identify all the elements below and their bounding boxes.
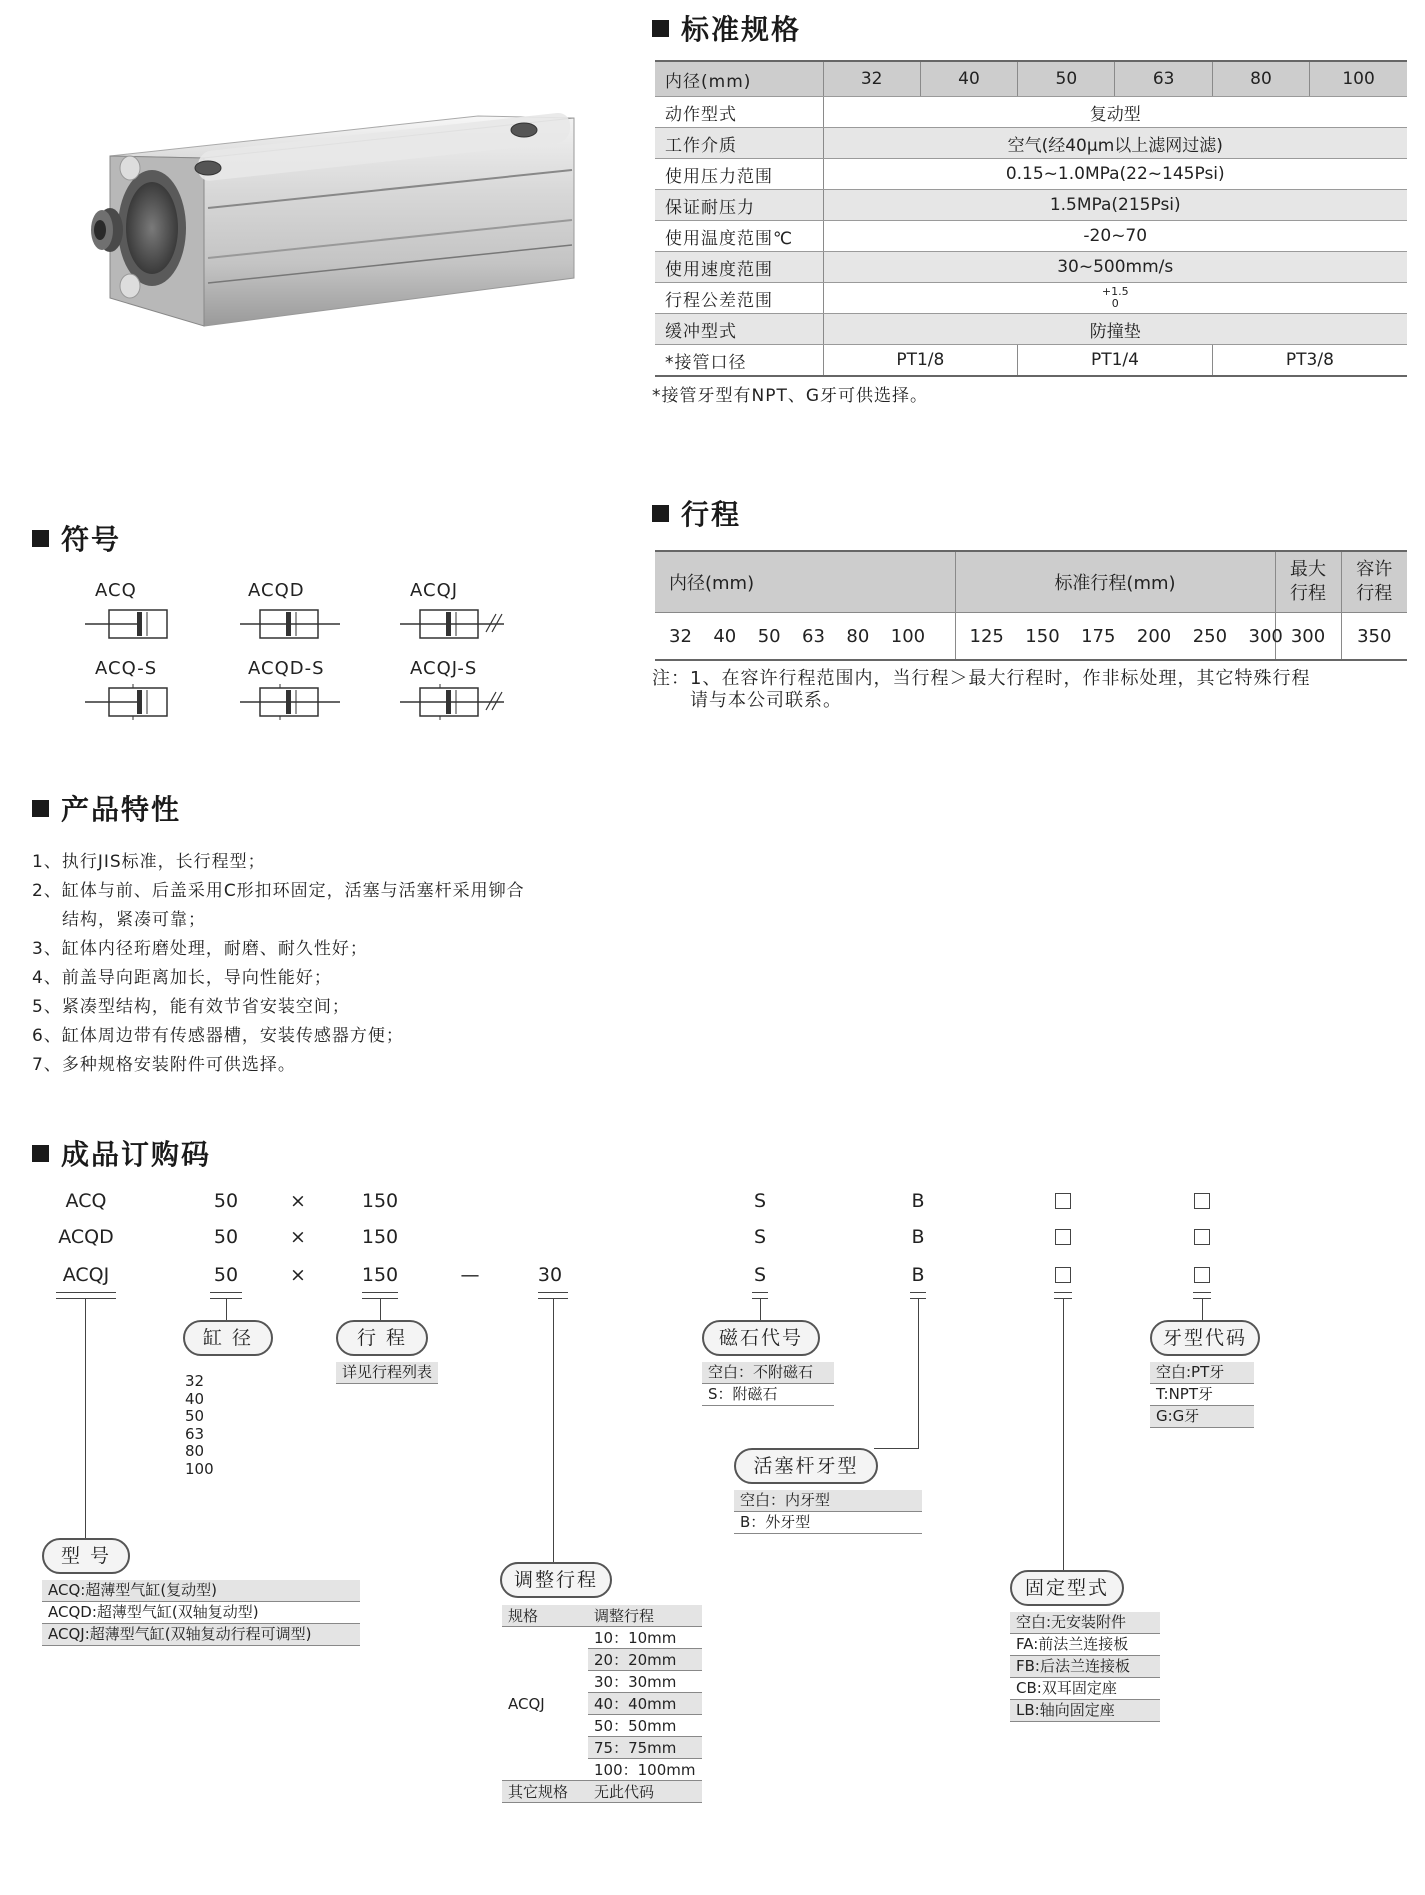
order-dash: —: [460, 1264, 480, 1286]
cylinder-symbol-icon: [85, 606, 175, 642]
section-title-stroke: [652, 493, 741, 533]
connector-rod-h: [874, 1448, 918, 1449]
bullet-square-icon: [652, 505, 669, 522]
spec-header-row: [655, 61, 1407, 97]
spec-port-value: PT1/8: [823, 345, 1018, 377]
magnet-label-pill: 磁石代号: [702, 1320, 820, 1356]
stroke-header-allow: [1341, 551, 1407, 613]
bore-value: 80: [185, 1442, 205, 1460]
double-rod-cylinder-magnet-symbol-icon: [240, 684, 340, 720]
spec-port-row: [655, 345, 1407, 377]
features-list: [32, 848, 525, 1080]
feature-item: 2、缸体与前、后盖采用C形扣环固定，活塞与活塞杆采用铆合: [32, 881, 525, 901]
adjustable-cylinder-symbol-icon: [400, 606, 508, 642]
adjust-other-value: 无此代码: [588, 1781, 702, 1803]
spec-bore: 63: [1115, 61, 1212, 97]
symbol-label: ACQD-S: [248, 658, 325, 679]
stroke-standard-values: 125 150 175 200 250 300: [955, 613, 1275, 661]
stroke-note-item: 详见行程列表: [336, 1362, 438, 1384]
symbol-label: ACQD: [248, 580, 305, 601]
connector-model: [85, 1299, 86, 1541]
order-rod: B: [911, 1264, 925, 1286]
thread-code-box: [1194, 1229, 1210, 1245]
adjust-other-row: [502, 1781, 702, 1803]
order-times: ×: [290, 1264, 306, 1286]
spec-bore: 80: [1212, 61, 1309, 97]
adjust-head-spec: 规格: [502, 1605, 588, 1627]
order-model: ACQJ: [62, 1264, 110, 1286]
bore-value: 40: [185, 1389, 205, 1408]
feature-item: 5、紧凑型结构，能有效节省安装空间；: [32, 997, 350, 1017]
spec-row-label: 使用速度范围: [655, 252, 823, 283]
spec-note: *接管牙型有NPT、G牙可供选择。: [652, 386, 929, 406]
mount-code-box: [1055, 1229, 1071, 1245]
spec-row-value: 30~500mm/s: [823, 252, 1407, 283]
connector-mount: [1063, 1299, 1064, 1571]
mount-option: FB:后法兰连接板: [1010, 1656, 1160, 1678]
stroke-header-standard: 标准行程(mm): [955, 551, 1275, 613]
adjust-model: ACQJ: [502, 1627, 588, 1781]
adjust-other-spec: 其它规格: [502, 1781, 588, 1803]
bore-values-list: [185, 1373, 214, 1478]
tolerance-value: [1102, 286, 1129, 310]
section-title-text: 符号: [61, 523, 122, 556]
mount-option: FA:前法兰连接板: [1010, 1634, 1160, 1656]
thread-code-box: [1194, 1267, 1210, 1283]
spec-header-label: 内径(mm): [655, 61, 823, 97]
stroke-bores: 32 40 50 63 80 100: [655, 613, 955, 661]
magnet-options-list: [702, 1362, 834, 1406]
order-bore: 50: [213, 1190, 239, 1212]
spec-row: [655, 128, 1407, 159]
underline-stroke: [362, 1292, 398, 1299]
order-rod: B: [911, 1190, 925, 1212]
connector-thread: [1202, 1299, 1203, 1321]
double-rod-cylinder-symbol-icon: [240, 606, 340, 642]
stroke-header-max: [1275, 551, 1341, 613]
feature-item: 1、执行JIS标准，长行程型；: [32, 852, 266, 872]
cylinder-magnet-symbol-icon: [85, 684, 175, 720]
stroke-header-bore: 内径(mm): [655, 551, 955, 613]
connector-adjust: [553, 1299, 554, 1563]
thread-option: G:G牙: [1150, 1406, 1254, 1428]
order-stroke: 150: [361, 1190, 399, 1212]
adjust-option: 50：50mm: [588, 1715, 702, 1737]
bullet-square-icon: [32, 530, 49, 547]
stroke-header-row: [655, 551, 1407, 613]
adjustable-cylinder-magnet-symbol-icon: [400, 684, 508, 720]
adjust-row: [502, 1627, 702, 1649]
spec-row-value: 0.15~1.0MPa(22~145Psi): [823, 159, 1407, 190]
spec-row-value: 复动型: [823, 97, 1407, 128]
order-magnet: S: [753, 1226, 767, 1248]
spec-row-value: [823, 283, 1407, 314]
model-options-list: [42, 1580, 360, 1646]
feature-item: 4、前盖导向距离加长，导向性能好；: [32, 968, 332, 988]
stroke-table: [655, 550, 1407, 661]
spec-port-value: PT3/8: [1212, 345, 1407, 377]
adjust-option: 10：10mm: [588, 1627, 702, 1649]
underline-magnet: [752, 1292, 768, 1299]
mount-code-box: [1055, 1193, 1071, 1209]
model-option: ACQD:超薄型气缸(双轴复动型): [42, 1602, 360, 1624]
stroke-note-line1: 注：1、在容许行程范围内，当行程＞最大行程时，作非标处理，其它特殊行程: [652, 668, 1311, 689]
order-bore: 50: [213, 1226, 239, 1248]
thread-option: 空白:PT牙: [1150, 1362, 1254, 1384]
rod-label-pill: 活塞杆牙型: [734, 1448, 878, 1484]
symbol-label: ACQJ: [410, 580, 459, 601]
spec-port-value: PT1/4: [1018, 345, 1213, 377]
spec-row-value: 空气(经40μm以上滤网过滤): [823, 128, 1407, 159]
order-stroke: 150: [361, 1264, 399, 1286]
stroke-label-pill: 行 程: [336, 1320, 428, 1356]
spec-port-label: *接管口径: [655, 345, 823, 377]
spec-row-label: 使用温度范围℃: [655, 221, 823, 252]
bore-value: 50: [185, 1407, 205, 1425]
thread-label-pill: 牙型代码: [1150, 1320, 1260, 1356]
spec-row-value: 防撞垫: [823, 314, 1407, 345]
adjust-head-value: 调整行程: [588, 1605, 702, 1627]
model-option: ACQ:超薄型气缸(复动型): [42, 1580, 360, 1602]
order-magnet: S: [753, 1264, 767, 1286]
spec-bore: 32: [823, 61, 920, 97]
section-title-text: 成品订购码: [61, 1138, 212, 1171]
section-title-symbol: [32, 518, 121, 558]
rod-option: 空白：内牙型: [734, 1490, 922, 1512]
mount-option: LB:轴向固定座: [1010, 1700, 1160, 1722]
stroke-data-row: [655, 613, 1407, 661]
stroke-header-max-text: 最大行程: [1290, 559, 1326, 604]
stroke-note-line2: 请与本公司联系。: [690, 690, 842, 711]
bore-value: 63: [185, 1424, 205, 1443]
order-times: ×: [290, 1190, 306, 1212]
bullet-square-icon: [652, 20, 669, 37]
feature-item: 3、缸体内径珩磨处理，耐磨、耐久性好；: [32, 939, 368, 959]
adjust-stroke-table: [502, 1605, 702, 1803]
magnet-option: 空白：不附磁石: [702, 1362, 834, 1384]
bore-value: 32: [185, 1372, 205, 1390]
mount-options-list: [1010, 1612, 1160, 1722]
underline-model: [56, 1292, 116, 1299]
symbol-label: ACQJ-S: [410, 658, 478, 679]
model-option: ACQJ:超薄型气缸(双轴复动行程可调型): [42, 1624, 360, 1646]
order-times: ×: [290, 1226, 306, 1248]
adjust-option: 75：75mm: [588, 1737, 702, 1759]
bullet-square-icon: [32, 1145, 49, 1162]
order-model: ACQ: [65, 1190, 107, 1212]
order-bore: 50: [213, 1264, 239, 1286]
mount-option: CB:双耳固定座: [1010, 1678, 1160, 1700]
connector-bore: [226, 1299, 227, 1321]
order-adjust: 30: [537, 1264, 563, 1286]
spec-row: [655, 314, 1407, 345]
section-title-features: [32, 788, 181, 828]
spec-bore: 50: [1018, 61, 1115, 97]
section-title-text: 行程: [681, 498, 742, 531]
thread-option: T:NPT牙: [1150, 1384, 1254, 1406]
feature-item: 结构，紧凑可靠；: [62, 910, 206, 930]
spec-row-label: 保证耐压力: [655, 190, 823, 221]
adjust-option: 40：40mm: [588, 1693, 702, 1715]
tolerance-upper: +1.5: [1101, 285, 1129, 298]
cylinder-product-image: [88, 108, 588, 368]
spec-row-value: -20~70: [823, 221, 1407, 252]
adjust-option: 100：100mm: [588, 1759, 702, 1781]
underline-bore: [210, 1292, 242, 1299]
spec-row: [655, 221, 1407, 252]
spec-row-value: 1.5MPa(215Psi): [823, 190, 1407, 221]
connector-stroke: [380, 1299, 381, 1321]
stroke-header-allow-text: 容许行程: [1356, 559, 1393, 604]
stroke-max-value: 300: [1275, 613, 1341, 661]
bore-value: 100: [185, 1459, 214, 1478]
underline-rod: [910, 1292, 926, 1299]
model-label-pill: 型 号: [42, 1538, 130, 1574]
symbol-label: ACQ: [95, 580, 137, 601]
order-stroke: 150: [361, 1226, 399, 1248]
section-title-order-code: [32, 1133, 211, 1173]
underline-mount: [1054, 1292, 1072, 1299]
spec-bore: 40: [920, 61, 1017, 97]
rod-options-list: [734, 1490, 922, 1534]
order-magnet: S: [753, 1190, 767, 1212]
underline-thread: [1193, 1292, 1211, 1299]
spec-row-label: 行程公差范围: [655, 283, 823, 314]
thread-code-box: [1194, 1193, 1210, 1209]
section-title-spec: [652, 8, 801, 48]
connector-magnet: [760, 1299, 761, 1321]
spec-table: [655, 60, 1407, 377]
bullet-square-icon: [32, 800, 49, 817]
adjust-label-pill: 调整行程: [500, 1562, 612, 1598]
spec-row: [655, 190, 1407, 221]
order-model: ACQD: [58, 1226, 114, 1248]
connector-rod: [918, 1299, 919, 1449]
magnet-option: S：附磁石: [702, 1384, 834, 1406]
spec-row: [655, 252, 1407, 283]
spec-row-label: 动作型式: [655, 97, 823, 128]
adjust-table-head: [502, 1605, 702, 1627]
spec-row: [655, 283, 1407, 314]
section-title-text: 产品特性: [61, 793, 182, 826]
mount-code-box: [1055, 1267, 1071, 1283]
spec-row-label: 工作介质: [655, 128, 823, 159]
spec-bore: 100: [1310, 61, 1407, 97]
stroke-note-list: [336, 1362, 438, 1384]
mount-option: 空白:无安装附件: [1010, 1612, 1160, 1634]
spec-row: [655, 159, 1407, 190]
order-rod: B: [911, 1226, 925, 1248]
symbol-label: ACQ-S: [95, 658, 158, 679]
spec-row: [655, 97, 1407, 128]
tolerance-lower: 0: [1111, 297, 1119, 310]
spec-row-label: 缓冲型式: [655, 314, 823, 345]
mount-label-pill: 固定型式: [1010, 1570, 1124, 1606]
adjust-option: 20：20mm: [588, 1649, 702, 1671]
rod-option: B：外牙型: [734, 1512, 922, 1534]
bore-label-pill: 缸 径: [183, 1320, 273, 1356]
feature-item: 6、缸体周边带有传感器槽，安装传感器方便；: [32, 1026, 404, 1046]
section-title-text: 标准规格: [681, 13, 802, 46]
stroke-allow-value: 350: [1341, 613, 1407, 661]
adjust-option: 30：30mm: [588, 1671, 702, 1693]
spec-row-label: 使用压力范围: [655, 159, 823, 190]
thread-options-list: [1150, 1362, 1254, 1428]
underline-adjust: [538, 1292, 568, 1299]
feature-item: 7、多种规格安装附件可供选择。: [32, 1055, 296, 1075]
